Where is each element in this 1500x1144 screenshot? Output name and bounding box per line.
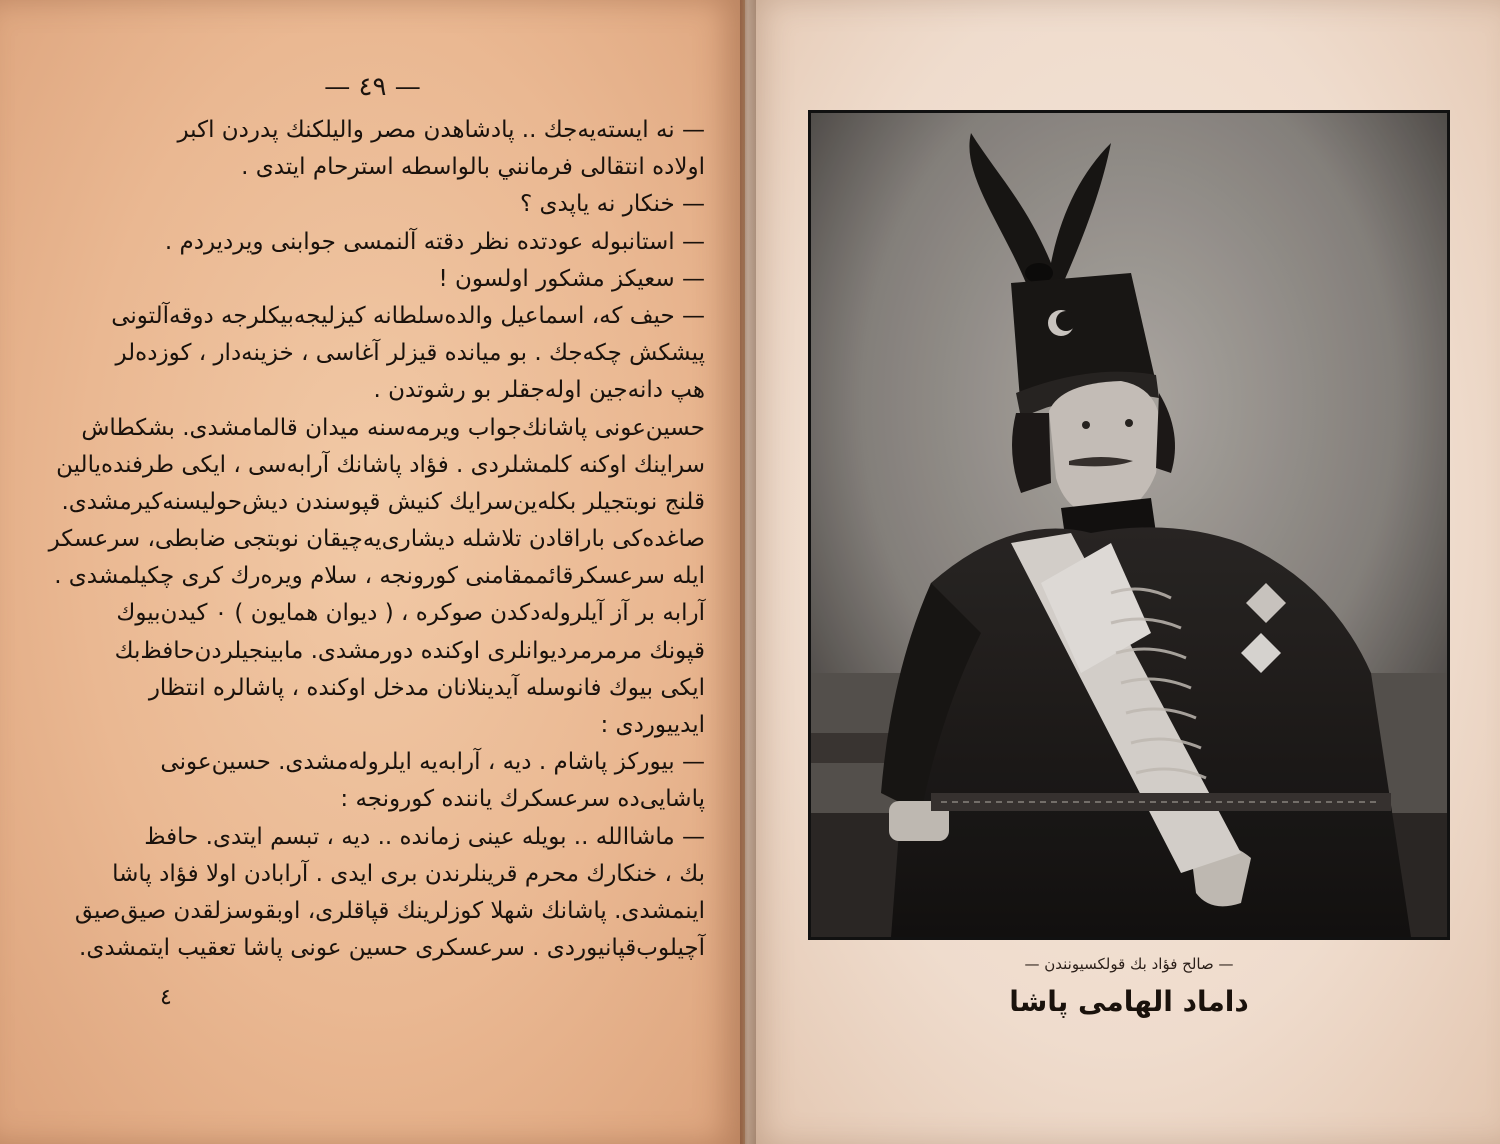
- text-line: صاغده‌کی باراقادن تلاشله دیشاری‌یه‌چیقان نوبتجی ضابطی، سرعسکر: [48, 526, 705, 553]
- text-line: — حیف که، اسماعیل والده‌سلطانه کیزلیجه‌بیکلرجه دوقه‌آلتونی: [111, 302, 705, 329]
- text-line: قپونك مرمرمردیوانلری اوکنده دورمشدی. مابینجیلردن‌حافظ‌بك: [114, 637, 705, 664]
- body-text: [48, 112, 705, 967]
- text-line: آچیلوب‌قپانیوردی . سرعسکری حسین عونی پاشا تعقیب ایتمشدی.: [79, 935, 705, 962]
- text-line: هپ دانه‌جین اوله‌جقلر بو رشوتدن .: [373, 377, 705, 404]
- photo-credit-caption: — صالح فؤاد بك قولکسیونندن —: [1024, 955, 1234, 973]
- text-line: آرابه بر آز آیلرولەدکدن صوکره ، ( دیوان همایون ) ۰ کیدن‌بیوك: [116, 600, 705, 627]
- text-line: — استانبوله عودتده نظر دقته آلنمسی جوابنی ویردیردم .: [164, 228, 705, 255]
- signature-mark: ٤: [160, 985, 172, 1010]
- text-line: — بیورکز پاشام . دیه ، آرابه‌یه ایلروله‌مشدی. حسین‌عونی: [160, 749, 705, 776]
- text-line: پاشایی‌ده سرعسکرك یاننده کورونجه :: [340, 786, 705, 813]
- text-line: — سعیکز مشکور اولسون !: [438, 265, 705, 292]
- text-line: — نه ایسته‌یه‌جك .. پادشاهدن مصر والیلکنك پدردن اکبر: [177, 117, 705, 143]
- portrait-photo: [808, 110, 1450, 940]
- text-line: بك ، خنکارك محرم قرینلرندن بری ایدی . آرابادن اولا فؤاد پاشا: [112, 860, 705, 887]
- page-number: — ٤٩ —: [324, 72, 421, 102]
- text-line: اولاده انتقالی فرمانني بالواسطه استرحام ایتدی .: [241, 154, 705, 181]
- text-line: ایله سرعسکرقائممقامنی کورونجه ، سلام ویره‌رك کری چکیلمشدی .: [54, 563, 705, 590]
- text-line: سراینك اوکنه کلمشلردی . فؤاد پاشانك آرابه‌سی ، ایکی طرفنده‌یالین: [56, 451, 705, 478]
- book-spine: [740, 0, 756, 1144]
- text-line: پیشکش چکه‌جك . بو میانده قیزلر آغاسی ، خزینه‌دار ، کوزده‌لر: [115, 340, 705, 367]
- text-line: — ماشاالله .. بویله عینی زمانده .. دیه ، تبسم ایتدی. حافظ: [144, 823, 705, 850]
- text-line: ایکی بیوك فانوسله آیدینلانان مدخل اوکنده ، پاشالره انتظار: [148, 674, 705, 701]
- text-line: ایدییوردی :: [600, 712, 705, 738]
- portrait-illustration: [811, 113, 1447, 937]
- text-line: اینمشدی. پاشانك شهلا کوزلرینك قپاقلری، اوبقوسزلقدن صیق‌صیق: [74, 897, 705, 924]
- text-line: — خنکار نه یاپدی ؟: [519, 191, 705, 218]
- left-page: [0, 0, 745, 1144]
- text-line: قلنج نوبتجیلر بکله‌ین‌سرایك کنیش قپوسندن دیش‌حولیسنه‌کیرمشدی.: [61, 488, 705, 515]
- photo-title-caption: داماد الهامی پاشا: [1009, 985, 1249, 1018]
- text-line: حسین‌عونی پاشانك‌جواب ویرمه‌سنه میدان قالمامشدی. بشکطاش: [81, 414, 705, 441]
